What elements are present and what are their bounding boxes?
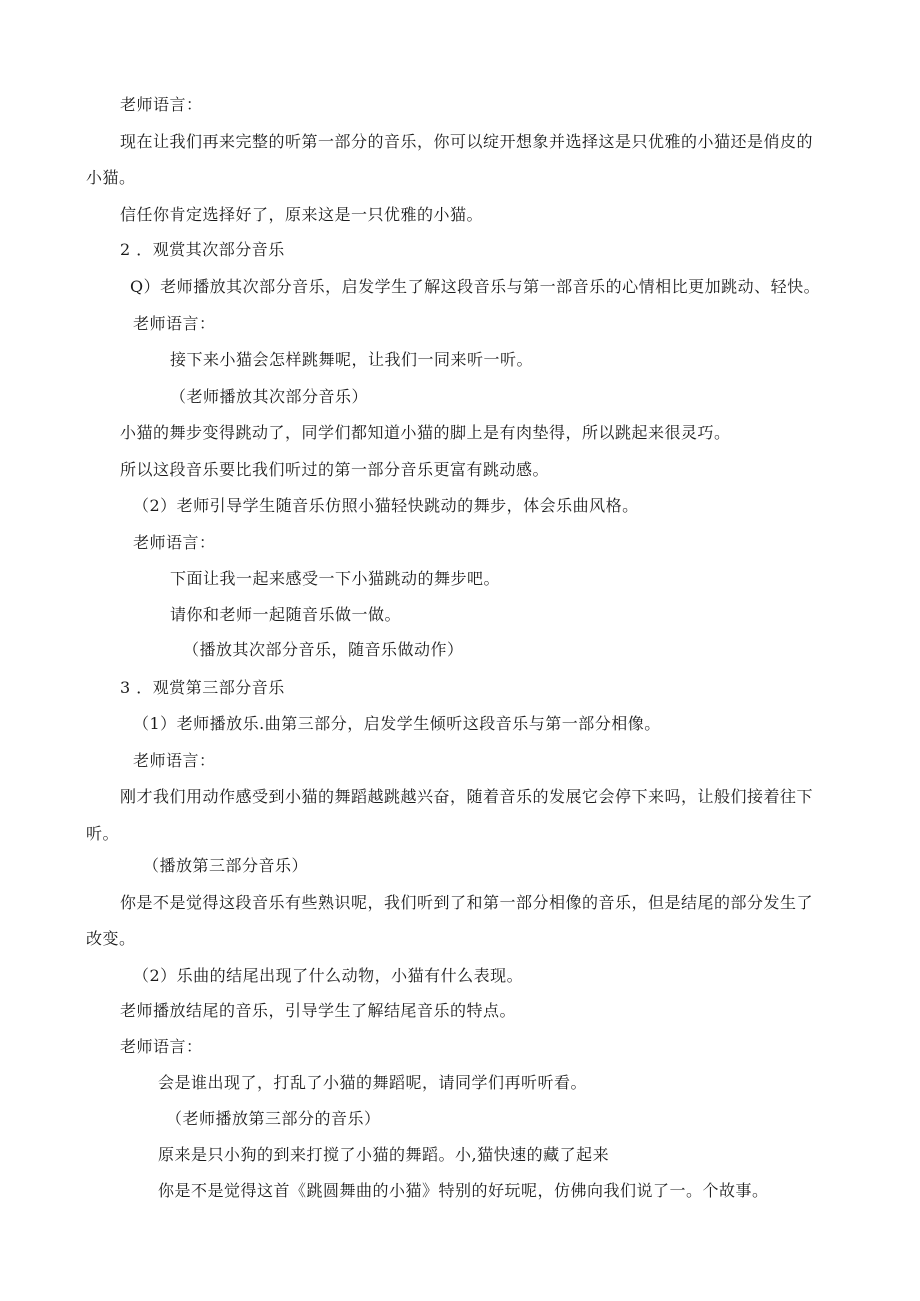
paragraph-line: Q）老师播放其次部分音乐，启发学生了解这段音乐与第一部音乐的心情相比更加跳动、轻快。 — [130, 277, 821, 296]
paragraph-line: 老师语言： — [133, 533, 216, 552]
paragraph-line: （老师播放第三部分的音乐） — [166, 1109, 381, 1128]
paragraph-line: 请你和老师一起随音乐做一做。 — [170, 605, 402, 624]
paragraph-line: 所以这段音乐要比我们听过的第一部分音乐更富有跳动感。 — [120, 460, 550, 479]
paragraph-line: （2）乐曲的结尾出现了什么动物，小猫有什么表现。 — [133, 966, 524, 985]
paragraph-line: 小猫。 — [86, 168, 136, 187]
paragraph-line: （老师播放其次部分音乐） — [170, 387, 369, 406]
paragraph-line: 你是不是觉得这首《跳圆舞曲的小猫》特别的好玩呢，仿佛向我们说了一。个故事。 — [158, 1181, 769, 1200]
paragraph-line: （2）老师引导学生随音乐仿照小猫轻快跳动的舞步，体会乐曲风格。 — [133, 496, 639, 515]
paragraph-line: 老师播放结尾的音乐，引导学生了解结尾音乐的特点。 — [120, 1001, 517, 1020]
paragraph-line: 小猫的舞步变得跳动了，同学们都知道小猫的脚上是有肉垫得，所以跳起来很灵巧。 — [120, 423, 731, 442]
paragraph-line: 接下来小猫会怎样跳舞呢，让我们一同来听一听。 — [170, 350, 534, 369]
paragraph-line: 听。 — [86, 824, 120, 843]
paragraph-line: 现在让我们再来完整的听第一部分的音乐，你可以绽开想象并选择这是只优雅的小猫还是俏皮的 — [120, 132, 814, 151]
section-heading: 3 ．观赏第三部分音乐 — [120, 678, 285, 697]
paragraph-line: 老师语言： — [133, 314, 216, 333]
paragraph-line: 信任你肯定选择好了，原来这是一只优雅的小猫。 — [120, 205, 484, 224]
paragraph-line: 老师语言： — [133, 751, 216, 770]
paragraph-line: （播放其次部分音乐，随音乐做动作） — [183, 640, 464, 659]
paragraph-line: （1）老师播放乐.曲第三部分，启发学生倾听这段音乐与第一部分相像。 — [133, 714, 661, 733]
paragraph-line: 下面让我一起来感受一下小猫跳动的舞步吧。 — [170, 569, 501, 588]
paragraph-line: 原来是只小狗的到来打搅了小猫的舞蹈。小,猫快速的藏了起来 — [158, 1145, 610, 1164]
paragraph-line: 老师语言： — [120, 1037, 203, 1056]
paragraph-line: （播放第三部分音乐） — [143, 856, 309, 875]
paragraph-line: 改变。 — [86, 929, 136, 948]
paragraph-line: 刚才我们用动作感受到小猫的舞蹈越跳越兴奋，随着音乐的发展它会停下来吗，让般们接着往下 — [120, 787, 814, 806]
paragraph-line: 会是谁出现了，打乱了小猫的舞蹈呢，请同学们再听听看。 — [158, 1073, 588, 1092]
paragraph-line: 你是不是觉得这段音乐有些熟识呢，我们听到了和第一部分相像的音乐，但是结尾的部分发生了 — [120, 893, 814, 912]
section-heading: 2 ．观赏其次部分音乐 — [120, 240, 285, 259]
paragraph-line: 老师语言： — [120, 95, 203, 114]
